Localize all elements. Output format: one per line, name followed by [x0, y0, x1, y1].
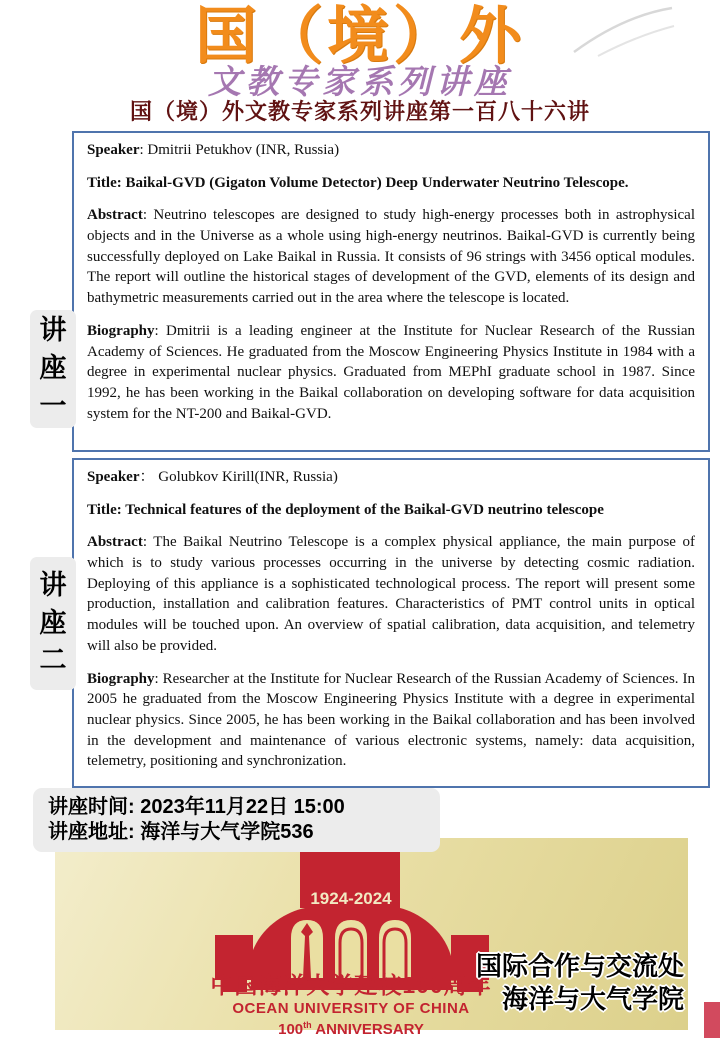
title-line [87, 173, 695, 194]
anniversary-banner [55, 838, 688, 1038]
organizer-college: 海洋与大气学院 [501, 984, 684, 1014]
info-panel [33, 788, 440, 852]
title-label: Title [87, 501, 117, 518]
speaker-value: : Dmitrii Petukhov (INR, Russia) [139, 142, 340, 158]
title-value: : Technical features of the deployment of the Baikal-GVD neutrino telescope [116, 501, 604, 518]
biography-label: Biography [87, 322, 155, 339]
abstract-label: Abstract [87, 534, 143, 551]
series-number-heading: 国（境）外文教专家系列讲座第一百八十六讲 [129, 99, 590, 124]
organizer-lines [476, 950, 684, 1016]
anniversary-line [201, 1017, 501, 1038]
anniversary-years: 1924-2024 [310, 889, 392, 908]
banner-caption [201, 972, 501, 1038]
cn-anniversary-line: 中国海洋大学建校100周年 [210, 972, 492, 998]
speaker-label: Speaker [87, 142, 140, 158]
side-label-text: 讲座二 [39, 569, 67, 676]
biography-paragraph [87, 669, 695, 772]
subtitle-series: 文教专家系列讲座 [208, 63, 512, 100]
abstract-paragraph [87, 532, 695, 656]
biography-paragraph [87, 321, 695, 424]
lecture-card-2 [72, 458, 710, 788]
speaker-label: Speaker [87, 469, 140, 485]
speaker-value: ： Golubkov Kirill(INR, Russia) [139, 469, 338, 485]
title-label: Title [87, 174, 117, 191]
side-label-lecture-2 [30, 557, 76, 690]
lecture-time: 讲座时间: 2023年11月22日 15:00 [48, 796, 345, 818]
anniversary-number: 100 [278, 1021, 304, 1038]
main-title: 国（境）外 [194, 2, 525, 71]
lecture-location: 讲座地址: 海洋与大气学院536 [48, 821, 314, 843]
abstract-label: Abstract [87, 207, 143, 224]
side-label-text: 讲座一 [39, 315, 67, 421]
corner-red-mark [704, 1002, 720, 1038]
lecture-card-1 [72, 131, 710, 452]
title-value: : Baikal-GVD (Gigaton Volume Detector) Deep Underwater Neutrino Telescope. [116, 174, 629, 191]
en-university-line: OCEAN UNIVERSITY OF CHINA [232, 1000, 470, 1017]
abstract-text: : Neutrino telescopes are designed to study high-energy processes both in astrophysical objects and in the Universe as a whole using high-energy neutrinos. Baikal-GVD is currently being successfully deployed on Lake Baikal in Russia. It consists of 96 strings with 3456 optical modules. The report will outline the historical stages of development of the GVD, elements of its design and bathymetric measurements carried out in the area where the telescope is located. [87, 207, 695, 307]
title-line [87, 500, 695, 521]
anniversary-ordinal: th [303, 1020, 312, 1030]
organizer-office: 国际合作与交流处 [475, 951, 684, 981]
speaker-line [87, 140, 695, 161]
biography-text: : Researcher at the Institute for Nuclear Research of the Russian Academy of Sciences. In 2005 he graduated from the Moscow Engineering Physics Institute with a degree in experimental nuclear physics. Since 2005, he has been working in the Baikal collaboration and has been involved in the development and maintenance of various electronic systems, namely: data acquisition, telemetry, positioning and synchronization. [87, 670, 695, 770]
speaker-line [87, 467, 695, 488]
biography-text: : Dmitrii is a leading engineer at the Institute for Nuclear Research of the Russian Academy of Sciences. He graduated from the Moscow Engineering Physics Institute in 1984 with a degree in experimental nuclear physics. Graduated from MEPhI graduate school in 1987. Since 1992, he has been working in the Baikal collaboration on developing software for data acquisition system for the NT-200 and Baikal-GVD. [87, 322, 695, 422]
abstract-paragraph [87, 205, 695, 308]
biography-label: Biography [87, 670, 155, 687]
anniversary-word: ANNIVERSARY [311, 1021, 424, 1038]
abstract-text: : The Baikal Neutrino Telescope is a complex physical appliance, the main purpose of which is to study various processes occurring in the universe by detecting cosmic radiation. Deploying of this appliance is a sophisticated technological process. The report will present some production, installation and calibration features. Characteristics of PMT control units in optical modules will be touched upon. An overview of spatial calibration, data acquisition, and telemetry will also be provided. [87, 534, 695, 654]
side-label-lecture-1 [30, 310, 76, 428]
